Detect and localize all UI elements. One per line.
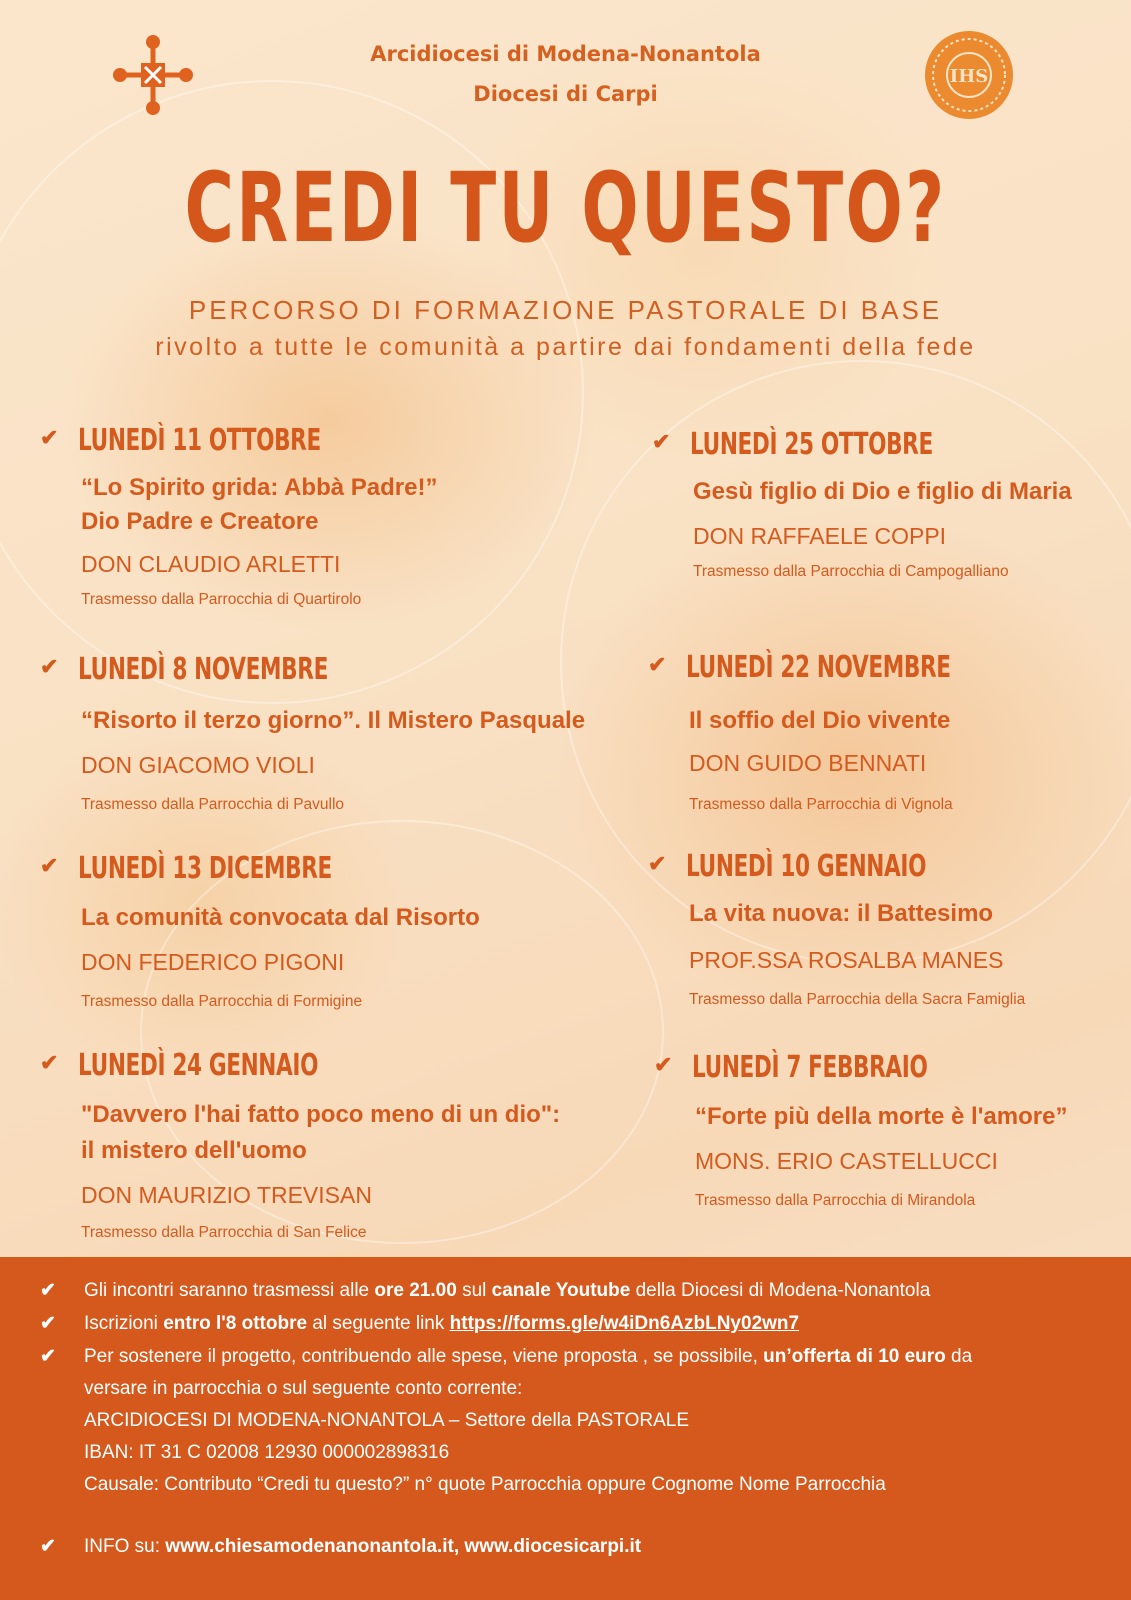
event-topic: La vita nuova: il Battesimo [689, 900, 994, 927]
event-date: LUNEDÌ 25 OTTOBRE [690, 427, 933, 462]
check-icon: ✔ [40, 654, 59, 679]
event-note: Trasmesso dalla Parrocchia di Campogalliano [693, 563, 1009, 580]
event-date: LUNEDÌ 13 DICEMBRE [78, 851, 332, 886]
bank-account-holder: ARCIDIOCESI DI MODENA-NONANTOLA – Settore della PASTORALE [84, 1410, 690, 1431]
diocese-name: Diocesi di Carpi [473, 82, 658, 106]
event-topic: Il soffio del Dio vivente [689, 707, 951, 734]
event-note: Trasmesso dalla Parrocchia della Sacra Famiglia [689, 991, 1026, 1008]
event-topic: “Forte più della morte è l'amore” [695, 1103, 1068, 1130]
event-topic: "Davvero l'hai fatto poco meno di un dio": [81, 1101, 561, 1128]
subtitle-description: rivolto a tutte le comunità a partire dai fondamenti della fede [155, 333, 976, 361]
event-topic: Gesù figlio di Dio e figlio di Maria [693, 478, 1072, 505]
event-topic: “Risorto il terzo giorno”. Il Mistero Pasquale [81, 707, 586, 734]
diocese-cross-logo [112, 34, 194, 116]
iban: IBAN: IT 31 C 02008 12930 000002898316 [84, 1442, 450, 1463]
event-topic: il mistero dell'uomo [81, 1137, 307, 1164]
event-speaker: DON GIACOMO VIOLI [81, 752, 315, 778]
event-date: LUNEDÌ 11 OTTOBRE [78, 423, 321, 458]
event-speaker: DON RAFFAELE COPPI [693, 523, 947, 549]
event-note: Trasmesso dalla Parrocchia di Formigine [81, 993, 363, 1010]
info-links[interactable]: www.chiesamodenanonantola.it, www.diocesicarpi.it [165, 1536, 642, 1557]
check-icon: ✔ [40, 1313, 56, 1334]
event-date: LUNEDÌ 8 NOVEMBRE [78, 652, 328, 687]
check-icon: ✔ [40, 425, 59, 450]
subtitle: PERCORSO DI FORMAZIONE PASTORALE DI BASE [188, 295, 943, 325]
event-date: LUNEDÌ 10 GENNAIO [686, 849, 927, 884]
registration-link[interactable]: https://forms.gle/w4iDn6AzbLNy02wn7 [449, 1313, 800, 1334]
event-speaker: DON GUIDO BENNATI [689, 750, 927, 776]
event-topic: “Lo Spirito grida: Abbà Padre!” [81, 474, 438, 501]
check-icon: ✔ [648, 652, 667, 677]
info-text: versare in parrocchia o sul seguente conto corrente: [84, 1378, 523, 1399]
event-topic: Dio Padre e Creatore [81, 508, 319, 535]
check-icon: ✔ [40, 1050, 59, 1075]
check-icon: ✔ [40, 1536, 56, 1557]
event-date: LUNEDÌ 7 FEBBRAIO [692, 1050, 928, 1085]
event-note: Trasmesso dalla Parrocchia di Quartirolo [81, 591, 362, 608]
event-topic: La comunità convocata dal Risorto [81, 904, 480, 931]
event-date: LUNEDÌ 22 NOVEMBRE [686, 650, 951, 685]
check-icon: ✔ [40, 1346, 56, 1367]
info-text: INFO su: www.chiesamodenanonantola.it, www.diocesicarpi.it [84, 1536, 642, 1557]
payment-reference: Causale: Contributo “Credi tu questo?” n° quote Parrocchia oppure Cognome Nome Parrocchia [84, 1474, 886, 1495]
jhs-seal-logo [922, 28, 1016, 122]
seal-monogram: IHS [949, 66, 989, 87]
event-note: Trasmesso dalla Parrocchia di San Felice [81, 1224, 367, 1241]
event-speaker: DON FEDERICO PIGONI [81, 949, 345, 975]
event-note: Trasmesso dalla Parrocchia di Pavullo [81, 796, 345, 813]
event-speaker: PROF.SSA ROSALBA MANES [689, 947, 1004, 973]
event-note: Trasmesso dalla Parrocchia di Vignola [689, 796, 953, 813]
info-footer [0, 1257, 1131, 1600]
page-title: CREDI TU QUESTO? [184, 152, 947, 264]
event-speaker: DON MAURIZIO TREVISAN [81, 1182, 372, 1208]
check-icon: ✔ [40, 1280, 56, 1301]
event-speaker: MONS. ERIO CASTELLUCCI [695, 1148, 998, 1174]
info-text: Per sostenere il progetto, contribuendo alle spese, viene proposta , se possibile, un’offerta di 10 euro da [84, 1346, 973, 1367]
check-icon: ✔ [40, 853, 59, 878]
check-icon: ✔ [652, 429, 671, 454]
check-icon: ✔ [648, 851, 667, 876]
event-speaker: DON CLAUDIO ARLETTI [81, 551, 341, 577]
archdiocese-name: Arcidiocesi di Modena-Nonantola [370, 42, 761, 66]
event-note: Trasmesso dalla Parrocchia di Mirandola [695, 1192, 976, 1209]
check-icon: ✔ [654, 1052, 673, 1077]
info-text: Iscrizioni entro l'8 ottobre al seguente link https://forms.gle/w4iDn6AzbLNy02wn7 [84, 1313, 800, 1334]
info-text: Gli incontri saranno trasmessi alle ore 21.00 sul canale Youtube della Diocesi di Modena-Nonantola [84, 1280, 931, 1301]
event-date: LUNEDÌ 24 GENNAIO [78, 1048, 319, 1083]
